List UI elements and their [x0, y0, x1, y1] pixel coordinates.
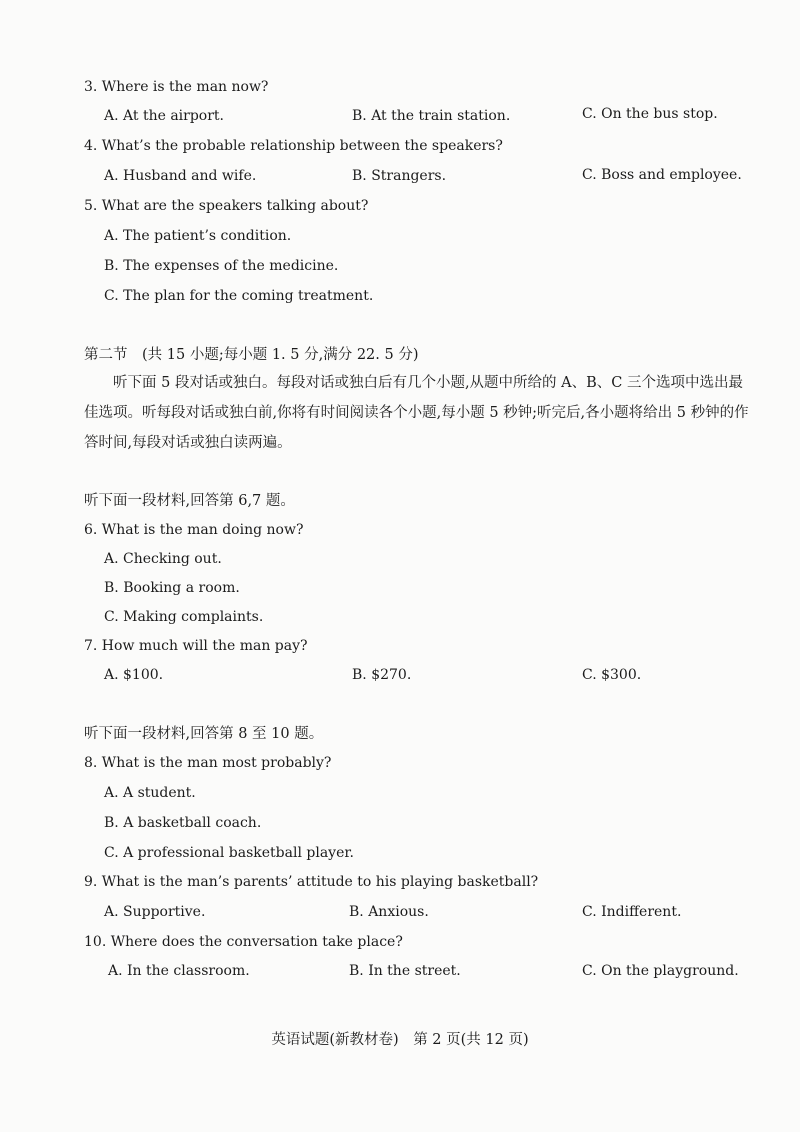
q4-option-b: B. Strangers.: [352, 168, 447, 184]
page-footer: 英语试题(新教材卷) 第 2 页(共 12 页): [271, 1032, 529, 1048]
question-5: 5. What are the speakers talking about?: [84, 198, 369, 214]
question-6: 6. What is the man doing now?: [84, 522, 304, 538]
q7-option-b: B. $270.: [352, 667, 412, 683]
q8-option-a: A. A student.: [104, 785, 196, 801]
q4-option-a: A. Husband and wife.: [104, 168, 257, 184]
material-8-10-heading: 听下面一段材料,回答第 8 至 10 题。: [84, 726, 324, 742]
q9-option-a: A. Supportive.: [104, 904, 206, 920]
q3-option-a: A. At the airport.: [104, 108, 225, 124]
material-6-7-heading: 听下面一段材料,回答第 6,7 题。: [84, 493, 295, 509]
q10-option-b: B. In the street.: [349, 963, 461, 979]
q7-option-c: C. $300.: [582, 667, 642, 683]
q9-option-b: B. Anxious.: [349, 904, 429, 920]
question-10: 10. Where does the conversation take place?: [84, 934, 403, 950]
q8-option-c: C. A professional basketball player.: [104, 845, 354, 861]
question-9: 9. What is the man’s parents’ attitude to his playing basketball?: [84, 874, 539, 890]
q5-option-c: C. The plan for the coming treatment.: [104, 288, 374, 304]
q9-option-c: C. Indifferent.: [582, 904, 682, 920]
q5-option-a: A. The patient’s condition.: [104, 228, 292, 244]
q6-option-c: C. Making complaints.: [104, 609, 264, 625]
question-7: 7. How much will the man pay?: [84, 638, 308, 654]
q3-option-b: B. At the train station.: [352, 108, 511, 124]
q10-option-a: A. In the classroom.: [108, 963, 250, 979]
section-2-heading: 第二节 (共 15 小题;每小题 1. 5 分,满分 22. 5 分): [84, 347, 419, 363]
q6-option-a: A. Checking out.: [104, 551, 222, 567]
section-2-instructions: 听下面 5 段对话或独白。每段对话或独白后有几个小题,从题中所给的 A、B、C 三个选项中选出最佳选项。听每段对话或独白前,你将有时间阅读各个小题,每小题 5 秒钟;听完后,各小题将给出 5 秒钟的作答时间,每段对话或独白读两遍。: [84, 375, 749, 451]
q8-option-b: B. A basketball coach.: [104, 815, 262, 831]
question-4: 4. What’s the probable relationship between the speakers?: [84, 138, 503, 154]
q4-option-c: C. Boss and employee.: [582, 167, 742, 183]
q5-option-b: B. The expenses of the medicine.: [104, 258, 339, 274]
question-8: 8. What is the man most probably?: [84, 755, 332, 771]
q10-option-c: C. On the playground.: [582, 963, 739, 979]
q3-option-c: C. On the bus stop.: [582, 106, 718, 122]
q6-option-b: B. Booking a room.: [104, 580, 240, 596]
question-3: 3. Where is the man now?: [84, 79, 269, 95]
q7-option-a: A. $100.: [104, 667, 164, 683]
